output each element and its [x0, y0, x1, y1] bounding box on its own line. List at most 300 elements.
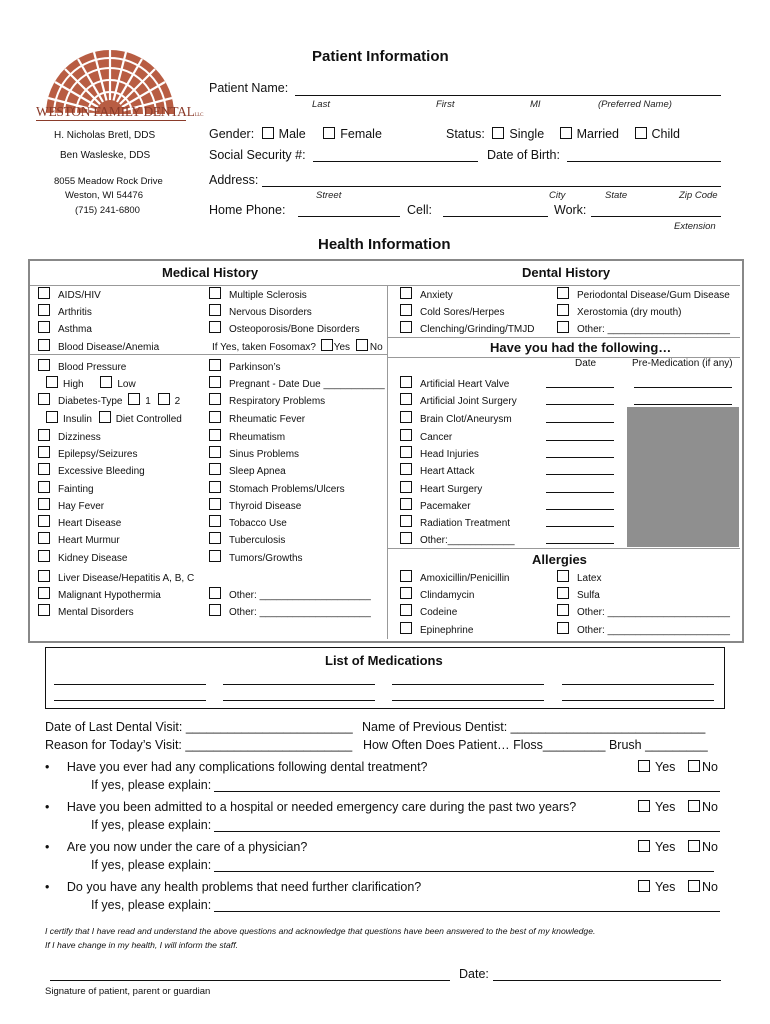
checkbox[interactable]: [38, 359, 50, 371]
medical-item[interactable]: [209, 393, 325, 407]
medical-item[interactable]: [38, 587, 161, 601]
label: Fainting: [58, 484, 94, 495]
checkbox[interactable]: [38, 287, 50, 299]
checkbox[interactable]: [209, 515, 221, 527]
allergies-header: Allergies: [532, 552, 587, 567]
medical-item[interactable]: [209, 287, 307, 301]
dob-field[interactable]: [567, 161, 721, 162]
high-label: High: [63, 379, 84, 390]
work-field[interactable]: [591, 216, 721, 217]
name-sub-mi: MI: [530, 99, 541, 110]
checkbox[interactable]: [400, 321, 412, 333]
label: Sulfa: [577, 590, 600, 601]
medical-item[interactable]: [209, 359, 281, 373]
yes-checkbox[interactable]: [638, 840, 650, 852]
q4-yes[interactable]: [638, 880, 675, 894]
q4-explain-label: If yes, please explain:: [91, 898, 212, 912]
label: Cancer: [420, 432, 453, 443]
checkbox[interactable]: [209, 304, 221, 316]
signature-date-field[interactable]: [493, 980, 721, 981]
had-date-field[interactable]: [546, 492, 614, 493]
dental-item[interactable]: [557, 287, 730, 301]
checkbox[interactable]: [400, 481, 412, 493]
medical-item[interactable]: [209, 532, 285, 546]
label: Epilepsy/Seizures: [58, 449, 138, 460]
dental-item[interactable]: [400, 321, 535, 335]
medical-item[interactable]: [209, 481, 345, 495]
allergy-item[interactable]: [557, 622, 730, 636]
checkbox[interactable]: [400, 570, 412, 582]
checkbox[interactable]: [209, 532, 221, 544]
checkbox[interactable]: [38, 532, 50, 544]
fosomax-no-label: No: [369, 342, 383, 353]
medical-item[interactable]: [38, 463, 145, 477]
checkbox[interactable]: [557, 604, 569, 616]
male-label: Male: [278, 127, 306, 141]
q1-no[interactable]: [688, 760, 718, 774]
yes-checkbox[interactable]: [638, 760, 650, 772]
q3-no[interactable]: [688, 840, 718, 854]
dental-item[interactable]: [400, 287, 453, 301]
fosomax-row: [212, 339, 383, 353]
single-checkbox[interactable]: [492, 127, 504, 139]
name-sub-first: First: [436, 99, 455, 110]
label: Thyroid Disease: [229, 501, 302, 512]
had-item[interactable]: [400, 393, 517, 407]
name-sub-last: Last: [312, 99, 330, 110]
medical-item-blood-disease[interactable]: [38, 339, 159, 353]
cell-field[interactable]: [443, 216, 548, 217]
q4-explain-field[interactable]: [214, 911, 720, 912]
medication-field[interactable]: [562, 684, 714, 685]
checkbox[interactable]: [38, 550, 50, 562]
address-sub-city: City: [549, 190, 566, 201]
address-field[interactable]: [262, 186, 721, 187]
q1-explain-label: If yes, please explain:: [91, 778, 212, 792]
label: Other: ____________________: [229, 607, 371, 618]
label: Nervous Disorders: [229, 307, 312, 318]
had-item[interactable]: [400, 376, 509, 390]
medical-item[interactable]: [209, 498, 301, 512]
medical-item[interactable]: [38, 604, 134, 618]
label: Xerostomia (dry mouth): [577, 307, 682, 318]
checkbox[interactable]: [209, 411, 221, 423]
q2-no[interactable]: [688, 800, 718, 814]
medical-item-aids[interactable]: [38, 287, 101, 301]
single-label: Single: [509, 127, 545, 141]
checkbox[interactable]: [400, 446, 412, 458]
had-item[interactable]: [400, 515, 510, 529]
diet-label: Diet Controlled: [115, 414, 182, 425]
status-label: Status:: [446, 127, 485, 141]
fosomax-yes-checkbox[interactable]: [321, 339, 333, 351]
checkbox[interactable]: [209, 376, 221, 388]
had-date-field[interactable]: [546, 457, 614, 458]
checkbox[interactable]: [557, 622, 569, 634]
yes-label: Yes: [655, 760, 676, 774]
dental-item[interactable]: [557, 304, 681, 318]
checkbox[interactable]: [38, 304, 50, 316]
home-phone-label: Home Phone:: [209, 203, 286, 217]
label: Codeine: [420, 607, 458, 618]
logo-rule: [36, 120, 186, 121]
medication-field[interactable]: [562, 700, 714, 701]
signature-label: Signature of patient, parent or guardian: [45, 986, 211, 997]
had-date-field[interactable]: [546, 387, 614, 388]
checkbox[interactable]: [557, 587, 569, 599]
checkbox[interactable]: [400, 532, 412, 544]
label: Other:____________: [420, 535, 515, 546]
type2-label: 2: [174, 396, 181, 407]
dental-item[interactable]: [557, 321, 730, 335]
checkbox[interactable]: [38, 498, 50, 510]
certify-text-2: If I have change in my health, I will inform the staff.: [45, 940, 238, 950]
checkbox[interactable]: [400, 411, 412, 423]
medical-rule: [30, 354, 387, 355]
label: Dizziness: [58, 432, 101, 443]
had-date-field[interactable]: [546, 422, 614, 423]
checkbox[interactable]: [557, 304, 569, 316]
question-text: Have you been admitted to a hospital or needed emergency care during the past two years?: [66, 800, 577, 814]
q1-yes[interactable]: [638, 760, 675, 774]
had-item[interactable]: [400, 411, 512, 425]
checkbox[interactable]: [209, 429, 221, 441]
insulin-label: Insulin: [63, 414, 92, 425]
checkbox[interactable]: [38, 321, 50, 333]
checkbox[interactable]: [38, 446, 50, 458]
medical-item[interactable]: [38, 532, 120, 546]
label: Heart Disease: [58, 518, 122, 529]
question-2: [45, 800, 576, 814]
label: Cold Sores/Herpes: [420, 307, 505, 318]
checkbox[interactable]: [400, 622, 412, 634]
label: Blood Disease/Anemia: [58, 342, 160, 353]
allergy-item[interactable]: [400, 587, 474, 601]
male-checkbox[interactable]: [262, 127, 274, 139]
q2-yes[interactable]: [638, 800, 675, 814]
had-item[interactable]: [400, 532, 515, 546]
gender-row: [209, 127, 382, 141]
label: Kidney Disease: [58, 553, 128, 564]
medication-field[interactable]: [223, 700, 375, 701]
checkbox[interactable]: [209, 287, 221, 299]
checkbox[interactable]: [400, 604, 412, 616]
medication-field[interactable]: [223, 684, 375, 685]
work-label: Work:: [554, 203, 587, 217]
medical-item[interactable]: [38, 498, 104, 512]
had-date-field[interactable]: [546, 440, 614, 441]
label: Heart Attack: [420, 466, 475, 477]
label: Hay Fever: [58, 501, 105, 512]
checkbox[interactable]: [557, 287, 569, 299]
question-4: [45, 880, 421, 894]
medical-item-asthma[interactable]: [38, 321, 92, 335]
label: Respiratory Problems: [229, 396, 326, 407]
name-sub-preferred: (Preferred Name): [598, 99, 672, 110]
medical-item-arthritis[interactable]: [38, 304, 92, 318]
had-item[interactable]: [400, 446, 479, 460]
diet-checkbox[interactable]: [99, 411, 111, 423]
checkbox[interactable]: [38, 429, 50, 441]
address-sub-state: State: [605, 190, 628, 201]
question-3: [45, 840, 307, 854]
medical-other-2[interactable]: [209, 604, 371, 618]
health-info-title: Health Information: [318, 236, 451, 253]
had-date-field[interactable]: [546, 543, 614, 544]
label: Other: ______________________: [577, 324, 730, 335]
type2-checkbox[interactable]: [158, 393, 170, 405]
allergies-rule: [388, 548, 740, 549]
home-phone-field[interactable]: [298, 216, 400, 217]
had-date-field[interactable]: [546, 509, 614, 510]
allergy-item[interactable]: [400, 622, 473, 636]
child-label: Child: [651, 127, 680, 141]
allergy-item[interactable]: [400, 604, 457, 618]
q4-no[interactable]: [688, 880, 718, 894]
allergy-item[interactable]: [400, 570, 509, 584]
certify-text: I certify that I have read and understand the above questions and acknowledge that questions have been answered to the best of my knowledge.: [45, 926, 596, 936]
medical-item[interactable]: [209, 304, 312, 318]
patient-name-label: Patient Name:: [209, 81, 289, 95]
ssn-label: Social Security #:: [209, 148, 306, 162]
child-checkbox[interactable]: [635, 127, 647, 139]
reason-field[interactable]: Reason for Today’s Visit: ________________________: [45, 738, 353, 752]
date-label: Date:: [459, 967, 489, 981]
allergy-item[interactable]: [557, 604, 730, 618]
bullet-icon: •: [45, 800, 50, 814]
allergy-item[interactable]: [557, 587, 600, 601]
checkbox[interactable]: [38, 463, 50, 475]
medical-item[interactable]: [209, 411, 305, 425]
checkbox[interactable]: [400, 587, 412, 599]
health-divider: [387, 286, 388, 639]
premed-shaded-area: [627, 407, 739, 547]
checkbox[interactable]: [209, 481, 221, 493]
checkbox[interactable]: [400, 287, 412, 299]
checkbox[interactable]: [38, 339, 50, 351]
checkbox[interactable]: [209, 321, 221, 333]
medical-item[interactable]: [38, 570, 194, 584]
label: Clindamycin: [420, 590, 475, 601]
had-date-field[interactable]: [546, 526, 614, 527]
checkbox[interactable]: [400, 429, 412, 441]
checkbox[interactable]: [400, 304, 412, 316]
signature-field[interactable]: [50, 980, 450, 981]
checkbox[interactable]: [38, 604, 50, 616]
high-checkbox[interactable]: [46, 376, 58, 388]
label: Excessive Bleeding: [58, 466, 145, 477]
checkbox[interactable]: [209, 463, 221, 475]
dental-history-header: Dental History: [522, 265, 611, 280]
checkbox[interactable]: [400, 515, 412, 527]
no-checkbox[interactable]: [688, 840, 700, 852]
bp-options: [46, 376, 136, 390]
dental-rule: [388, 337, 740, 338]
had-premed-header: Pre-Medication (if any): [632, 358, 733, 369]
checkbox[interactable]: [400, 463, 412, 475]
patient-name-field[interactable]: [295, 95, 721, 96]
checkbox[interactable]: [400, 393, 412, 405]
medical-item[interactable]: [209, 550, 303, 564]
label: Diabetes-Type: [58, 396, 123, 407]
label: Stomach Problems/Ulcers: [229, 484, 345, 495]
checkbox[interactable]: [209, 498, 221, 510]
yes-label: Yes: [655, 840, 676, 854]
checkbox[interactable]: [209, 446, 221, 458]
medical-other-1[interactable]: [209, 587, 371, 601]
label: Liver Disease/Hepatitis A, B, C: [58, 573, 195, 584]
checkbox[interactable]: [38, 570, 50, 582]
medication-field[interactable]: [54, 684, 206, 685]
gender-label: Gender:: [209, 127, 255, 141]
no-label: No: [702, 880, 718, 894]
checkbox[interactable]: [557, 321, 569, 333]
medical-item[interactable]: [209, 321, 360, 335]
checkbox[interactable]: [209, 604, 221, 616]
no-label: No: [702, 840, 718, 854]
medical-history-header: Medical History: [162, 265, 259, 280]
no-checkbox[interactable]: [688, 880, 700, 892]
extension-label: Extension: [674, 221, 716, 232]
dental-item[interactable]: [400, 304, 504, 318]
had-premed-field[interactable]: [634, 404, 732, 405]
medication-field[interactable]: [392, 684, 544, 685]
yes-checkbox[interactable]: [638, 880, 650, 892]
cell-label: Cell:: [407, 203, 433, 217]
checkbox[interactable]: [38, 393, 50, 405]
practice-address-2: Weston, WI 54476: [65, 190, 143, 201]
medical-item[interactable]: [38, 481, 94, 495]
dob-label: Date of Birth:: [487, 148, 560, 162]
yes-checkbox[interactable]: [638, 800, 650, 812]
logo-suffix: LLC: [194, 113, 204, 118]
practice-phone: (715) 241-6800: [75, 205, 140, 216]
label: Parkinson’s: [229, 362, 281, 373]
medical-item[interactable]: [209, 463, 286, 477]
q3-explain-field[interactable]: [214, 871, 714, 872]
fosomax-no-checkbox[interactable]: [356, 339, 368, 351]
medical-item-diabetes[interactable]: [38, 393, 180, 407]
question-text: Have you ever had any complications following dental treatment?: [66, 760, 428, 774]
label: Clenching/Grinding/TMJD: [420, 324, 535, 335]
medical-item[interactable]: [38, 429, 101, 443]
fosomax-yes-label: Yes: [333, 342, 351, 353]
low-checkbox[interactable]: [100, 376, 112, 388]
previous-dentist-field[interactable]: Name of Previous Dentist: ____________________________: [362, 720, 706, 734]
married-checkbox[interactable]: [560, 127, 572, 139]
had-following-header: Have you had the following…: [490, 340, 672, 355]
how-often-field[interactable]: How Often Does Patient… Floss_________ Brush _________: [363, 738, 708, 752]
had-date-field[interactable]: [546, 404, 614, 405]
medication-field[interactable]: [392, 700, 544, 701]
had-item[interactable]: [400, 463, 474, 477]
had-item[interactable]: [400, 498, 471, 512]
label: Pacemaker: [420, 501, 471, 512]
label: Artificial Heart Valve: [420, 379, 510, 390]
label: Epinephrine: [420, 625, 474, 636]
address-sub-street: Street: [316, 190, 342, 201]
label: Osteoporosis/Bone Disorders: [229, 324, 360, 335]
medication-field[interactable]: [54, 700, 206, 701]
medical-item[interactable]: [38, 446, 137, 460]
had-item[interactable]: [400, 481, 482, 495]
question-text: Do you have any health problems that need further clarification?: [66, 880, 422, 894]
type1-checkbox[interactable]: [128, 393, 140, 405]
label: Anxiety: [420, 290, 453, 301]
insulin-checkbox[interactable]: [46, 411, 58, 423]
label: Other: ____________________: [229, 590, 371, 601]
label: Tumors/Growths: [229, 553, 303, 564]
allergy-item[interactable]: [557, 570, 601, 584]
practice-address-1: 8055 Meadow Rock Drive: [54, 176, 163, 187]
ssn-field[interactable]: [313, 161, 478, 162]
health-header-rule: [30, 285, 740, 286]
checkbox[interactable]: [38, 515, 50, 527]
medical-item[interactable]: [209, 376, 385, 390]
q3-explain-label: If yes, please explain:: [91, 858, 212, 872]
label: Latex: [577, 573, 602, 584]
checkbox[interactable]: [209, 393, 221, 405]
checkbox[interactable]: [209, 587, 221, 599]
label: Malignant Hypothermia: [58, 590, 161, 601]
label: Sleep Apnea: [229, 466, 286, 477]
checkbox[interactable]: [400, 376, 412, 388]
checkbox[interactable]: [209, 359, 221, 371]
label: Blood Pressure: [58, 362, 127, 373]
had-premed-field[interactable]: [634, 387, 732, 388]
bullet-icon: •: [45, 880, 50, 894]
checkbox[interactable]: [209, 550, 221, 562]
q2-explain-field[interactable]: [214, 831, 720, 832]
address-sub-zip: Zip Code: [679, 190, 718, 201]
q1-explain-field[interactable]: [214, 791, 720, 792]
q3-yes[interactable]: [638, 840, 675, 854]
checkbox[interactable]: [38, 481, 50, 493]
label: Periodontal Disease/Gum Disease: [577, 290, 730, 301]
no-label: No: [702, 760, 718, 774]
no-checkbox[interactable]: [688, 760, 700, 772]
label: Rheumatism: [229, 432, 286, 443]
checkbox[interactable]: [557, 570, 569, 582]
label: Heart Murmur: [58, 535, 120, 546]
medical-item[interactable]: [38, 515, 121, 529]
female-checkbox[interactable]: [323, 127, 335, 139]
medical-item[interactable]: [209, 446, 299, 460]
had-date-field[interactable]: [546, 474, 614, 475]
medical-item-blood-pressure[interactable]: [38, 359, 126, 373]
checkbox[interactable]: [400, 498, 412, 510]
label: Asthma: [58, 324, 92, 335]
label: Amoxicillin/Penicillin: [420, 573, 510, 584]
address-label: Address:: [209, 173, 259, 187]
diabetes-options: [46, 411, 182, 425]
last-visit-field[interactable]: Date of Last Dental Visit: ________________________: [45, 720, 353, 734]
medical-item[interactable]: [209, 515, 287, 529]
low-label: Low: [117, 379, 136, 390]
had-rule: [388, 357, 740, 358]
bullet-icon: •: [45, 840, 50, 854]
label: Rheumatic Fever: [229, 414, 306, 425]
doctor-2: Ben Wasleske, DDS: [60, 150, 151, 161]
medical-item[interactable]: [38, 550, 127, 564]
no-checkbox[interactable]: [688, 800, 700, 812]
question-1: [45, 760, 428, 774]
medical-item[interactable]: [209, 429, 285, 443]
checkbox[interactable]: [38, 587, 50, 599]
had-item[interactable]: [400, 429, 452, 443]
patient-info-title: Patient Information: [312, 48, 449, 65]
label: Multiple Sclerosis: [229, 290, 307, 301]
